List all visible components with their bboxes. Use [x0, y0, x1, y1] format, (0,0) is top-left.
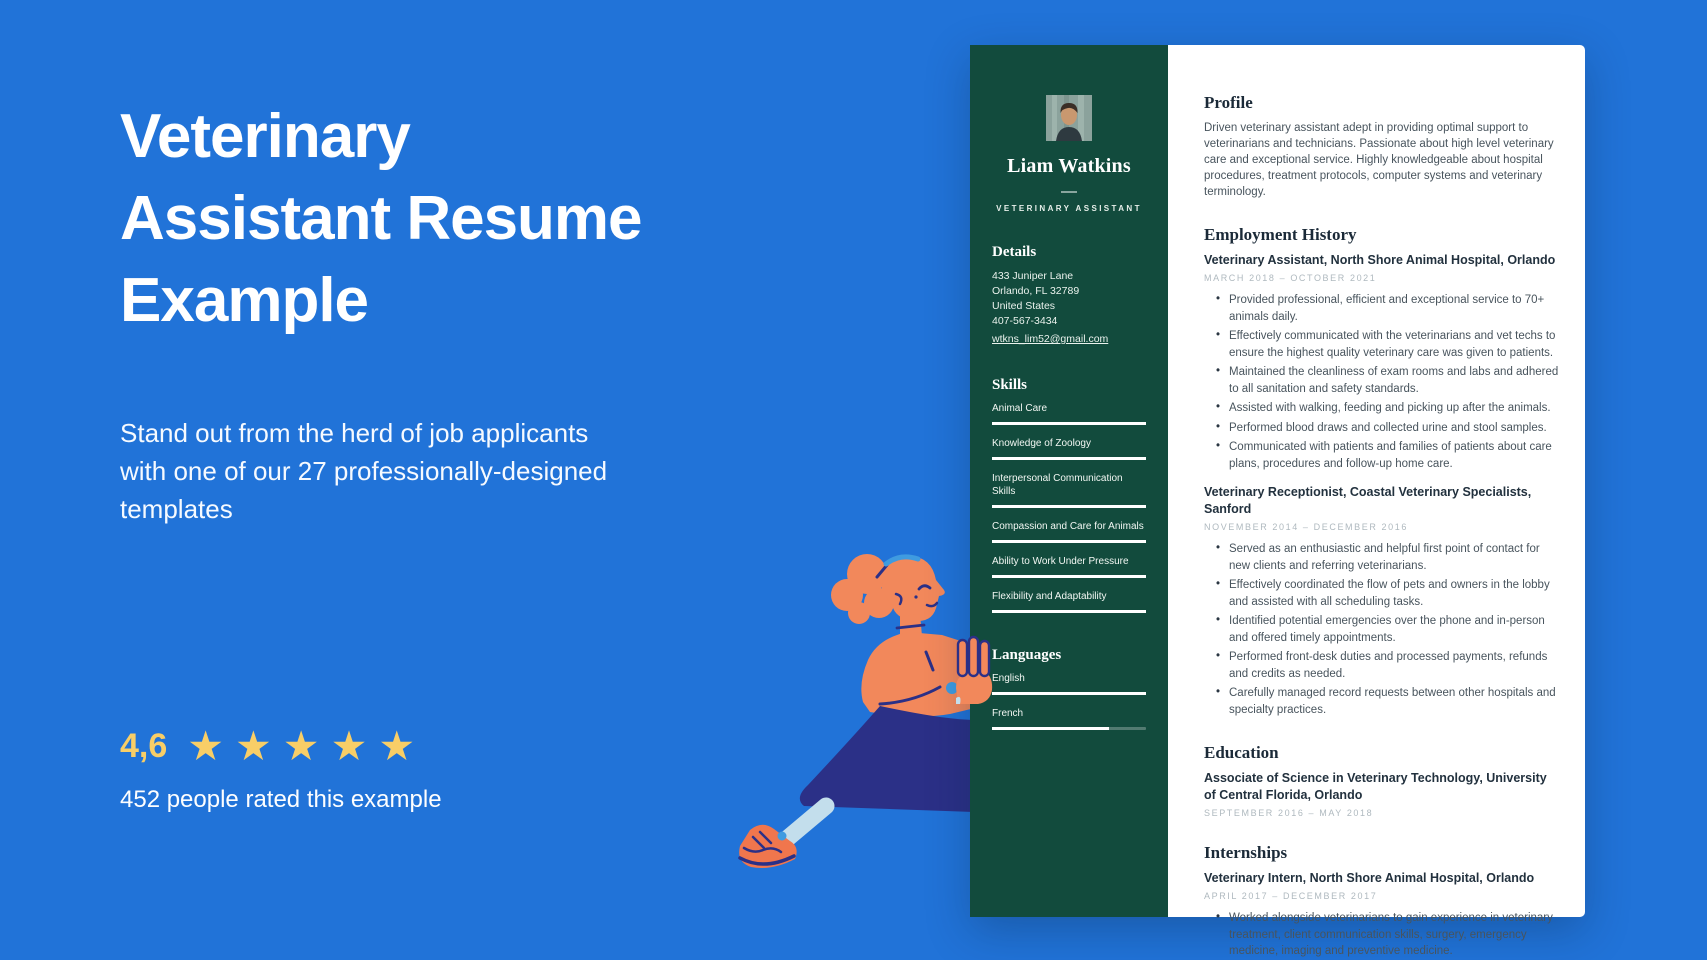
hand-on-card [956, 636, 994, 706]
job-bullet: • Communicated with patients and families of patients about care plans, procedures and follow-up home care. [1216, 439, 1559, 472]
candidate-role: VETERINARY ASSISTANT [996, 204, 1142, 213]
page-title-line-3: Example [120, 266, 369, 335]
star-icon-4[interactable]: ★ [330, 723, 368, 769]
language-label: English [992, 673, 1025, 684]
resume-preview-card[interactable] [970, 45, 1585, 957]
star-icon-1[interactable]: ★ [187, 723, 225, 769]
job-dates: MARCH 2018 – OCTOBER 2021 [1204, 273, 1377, 283]
languages-heading: Languages [992, 647, 1062, 663]
internship-title: Veterinary Intern, North Shore Animal Hospital, Orlando [1204, 871, 1535, 885]
profile-photo [1046, 95, 1092, 141]
details-heading: Details [992, 244, 1037, 260]
skirt [800, 706, 976, 812]
language-bar [992, 692, 1146, 695]
internship-entry [1204, 870, 1559, 960]
skill-label: Flexibility and Adaptability [992, 591, 1107, 602]
skill-label: Ability to Work Under Pressure [992, 556, 1129, 567]
star-rating [187, 723, 416, 769]
language-item [992, 672, 1146, 695]
person-illustration [730, 540, 990, 900]
hero [120, 96, 800, 528]
job-bullet: • Effectively communicated with the veterinarians and vet techs to ensure the highest quality veterinary care was given to patients. [1216, 328, 1559, 361]
job-bullet: • Assisted with walking, feeding and picking up after the animals. [1216, 400, 1559, 417]
job-bullet: • Performed front-desk duties and processed payments, refunds and credits as needed. [1216, 649, 1559, 682]
rating-score: 4,6 [120, 727, 168, 765]
internship-bullets [1204, 910, 1559, 960]
profile-text: Driven veterinary assistant adept in providing optimal support to veterinarians and technicians. Passionate about high level veterinary care and exceptional service. Highly knowledgeable about hospital procedures, treatment protocols, computer systems and veterinary terminology. [1204, 122, 1554, 198]
skill-bar [992, 540, 1146, 543]
skill-item [992, 437, 1146, 460]
resume-main [1168, 45, 1585, 957]
skill-item [992, 520, 1146, 543]
language-label: French [992, 708, 1024, 719]
page-title [120, 96, 800, 342]
skill-item [992, 402, 1146, 425]
star-icon-5[interactable]: ★ [378, 723, 416, 769]
job-bullet: • Carefully managed record requests between other hospitals and specialty practices. [1216, 685, 1559, 718]
job-bullet: • Identified potential emergencies over the phone and in-person and offered timely appointments. [1216, 613, 1559, 646]
internship-bullet: • Worked alongside veterinarians to gain experience in veterinary treatment, client communication skills, surgery, emergency medicine, imaging and preventive medicine. [1216, 910, 1559, 960]
education-dates: SEPTEMBER 2016 – MAY 2018 [1204, 808, 1374, 818]
email-link[interactable]: wtkns_lim52@gmail.com [992, 333, 1109, 345]
job-title: Veterinary Assistant, North Shore Animal Hospital, Orlando [1204, 253, 1556, 267]
skill-item [992, 590, 1146, 613]
page-title-line-1: Veterinary [120, 102, 410, 171]
sleeve-cuff [956, 697, 961, 704]
job-dates: NOVEMBER 2014 – DECEMBER 2016 [1204, 522, 1408, 532]
leg [782, 806, 826, 843]
job-bullet: • Provided professional, efficient and exceptional service to 70+ animals daily. [1216, 292, 1559, 325]
internship-dates: APRIL 2017 – DECEMBER 2017 [1204, 891, 1378, 901]
skill-bar [992, 575, 1146, 578]
job-bullet: • Maintained the cleanliness of exam rooms and labs and adhered to all sanitation and safety standards. [1216, 364, 1559, 397]
language-bar [992, 727, 1146, 730]
rating-widget [120, 723, 416, 769]
internships-section [1204, 843, 1559, 960]
skills-section [992, 377, 1146, 613]
page-title-line-2: Assistant Resume [120, 184, 642, 253]
languages-section [992, 647, 1146, 730]
profile-section [1204, 93, 1559, 200]
job-entry [1204, 252, 1559, 472]
skills-heading: Skills [992, 377, 1028, 393]
skill-label: Animal Care [992, 403, 1048, 414]
skill-item [992, 472, 1146, 508]
internships-heading: Internships [1204, 843, 1288, 862]
education-entry [1204, 770, 1559, 818]
job-bullets [1204, 541, 1559, 718]
job-entry [1204, 484, 1559, 718]
education-section [1204, 743, 1559, 818]
language-item [992, 707, 1146, 730]
resume-sidebar [970, 45, 1168, 917]
candidate-name: Liam Watkins [1007, 155, 1131, 177]
employment-heading: Employment History [1204, 225, 1357, 244]
skill-label: Compassion and Care for Animals [992, 521, 1144, 532]
details-section [992, 244, 1146, 347]
rating-caption: 452 people rated this example [120, 786, 442, 813]
job-bullets [1204, 292, 1559, 472]
skill-label: Knowledge of Zoology [992, 438, 1091, 449]
skill-bar [992, 457, 1146, 460]
skill-bar [992, 610, 1146, 613]
address-line: Orlando, FL 32789 [992, 285, 1080, 297]
job-bullet: • Effectively coordinated the flow of pets and owners in the lobby and assisted with all scheduling tasks. [1216, 577, 1559, 610]
job-bullet: • Served as an enthusiastic and helpful first point of contact for new clients and referring veterinarians. [1216, 541, 1559, 574]
job-bullet: • Performed blood draws and collected urine and stool samples. [1216, 420, 1559, 437]
job-title: Veterinary Receptionist, Coastal Veterinary Specialists, Sanford [1204, 485, 1532, 516]
page-subtitle: Stand out from the herd of job applicants with one of our 27 professionally-designed templates [120, 418, 608, 524]
profile-heading: Profile [1204, 93, 1253, 112]
skill-bar [992, 505, 1146, 508]
name-divider [1061, 191, 1077, 193]
skill-item [992, 555, 1146, 578]
education-heading: Education [1204, 743, 1279, 762]
skill-bar [992, 422, 1146, 425]
education-title: Associate of Science in Veterinary Technology, University of Central Florida, Orlando [1204, 771, 1547, 802]
star-icon-2[interactable]: ★ [235, 723, 272, 769]
address-line: 433 Juniper Lane [992, 270, 1074, 282]
address-line: United States [992, 300, 1056, 312]
phone-number: 407-567-3434 [992, 315, 1058, 327]
employment-section [1204, 225, 1559, 718]
skill-label: Interpersonal Communication Skills [992, 473, 1123, 497]
star-icon-3[interactable]: ★ [282, 723, 320, 769]
